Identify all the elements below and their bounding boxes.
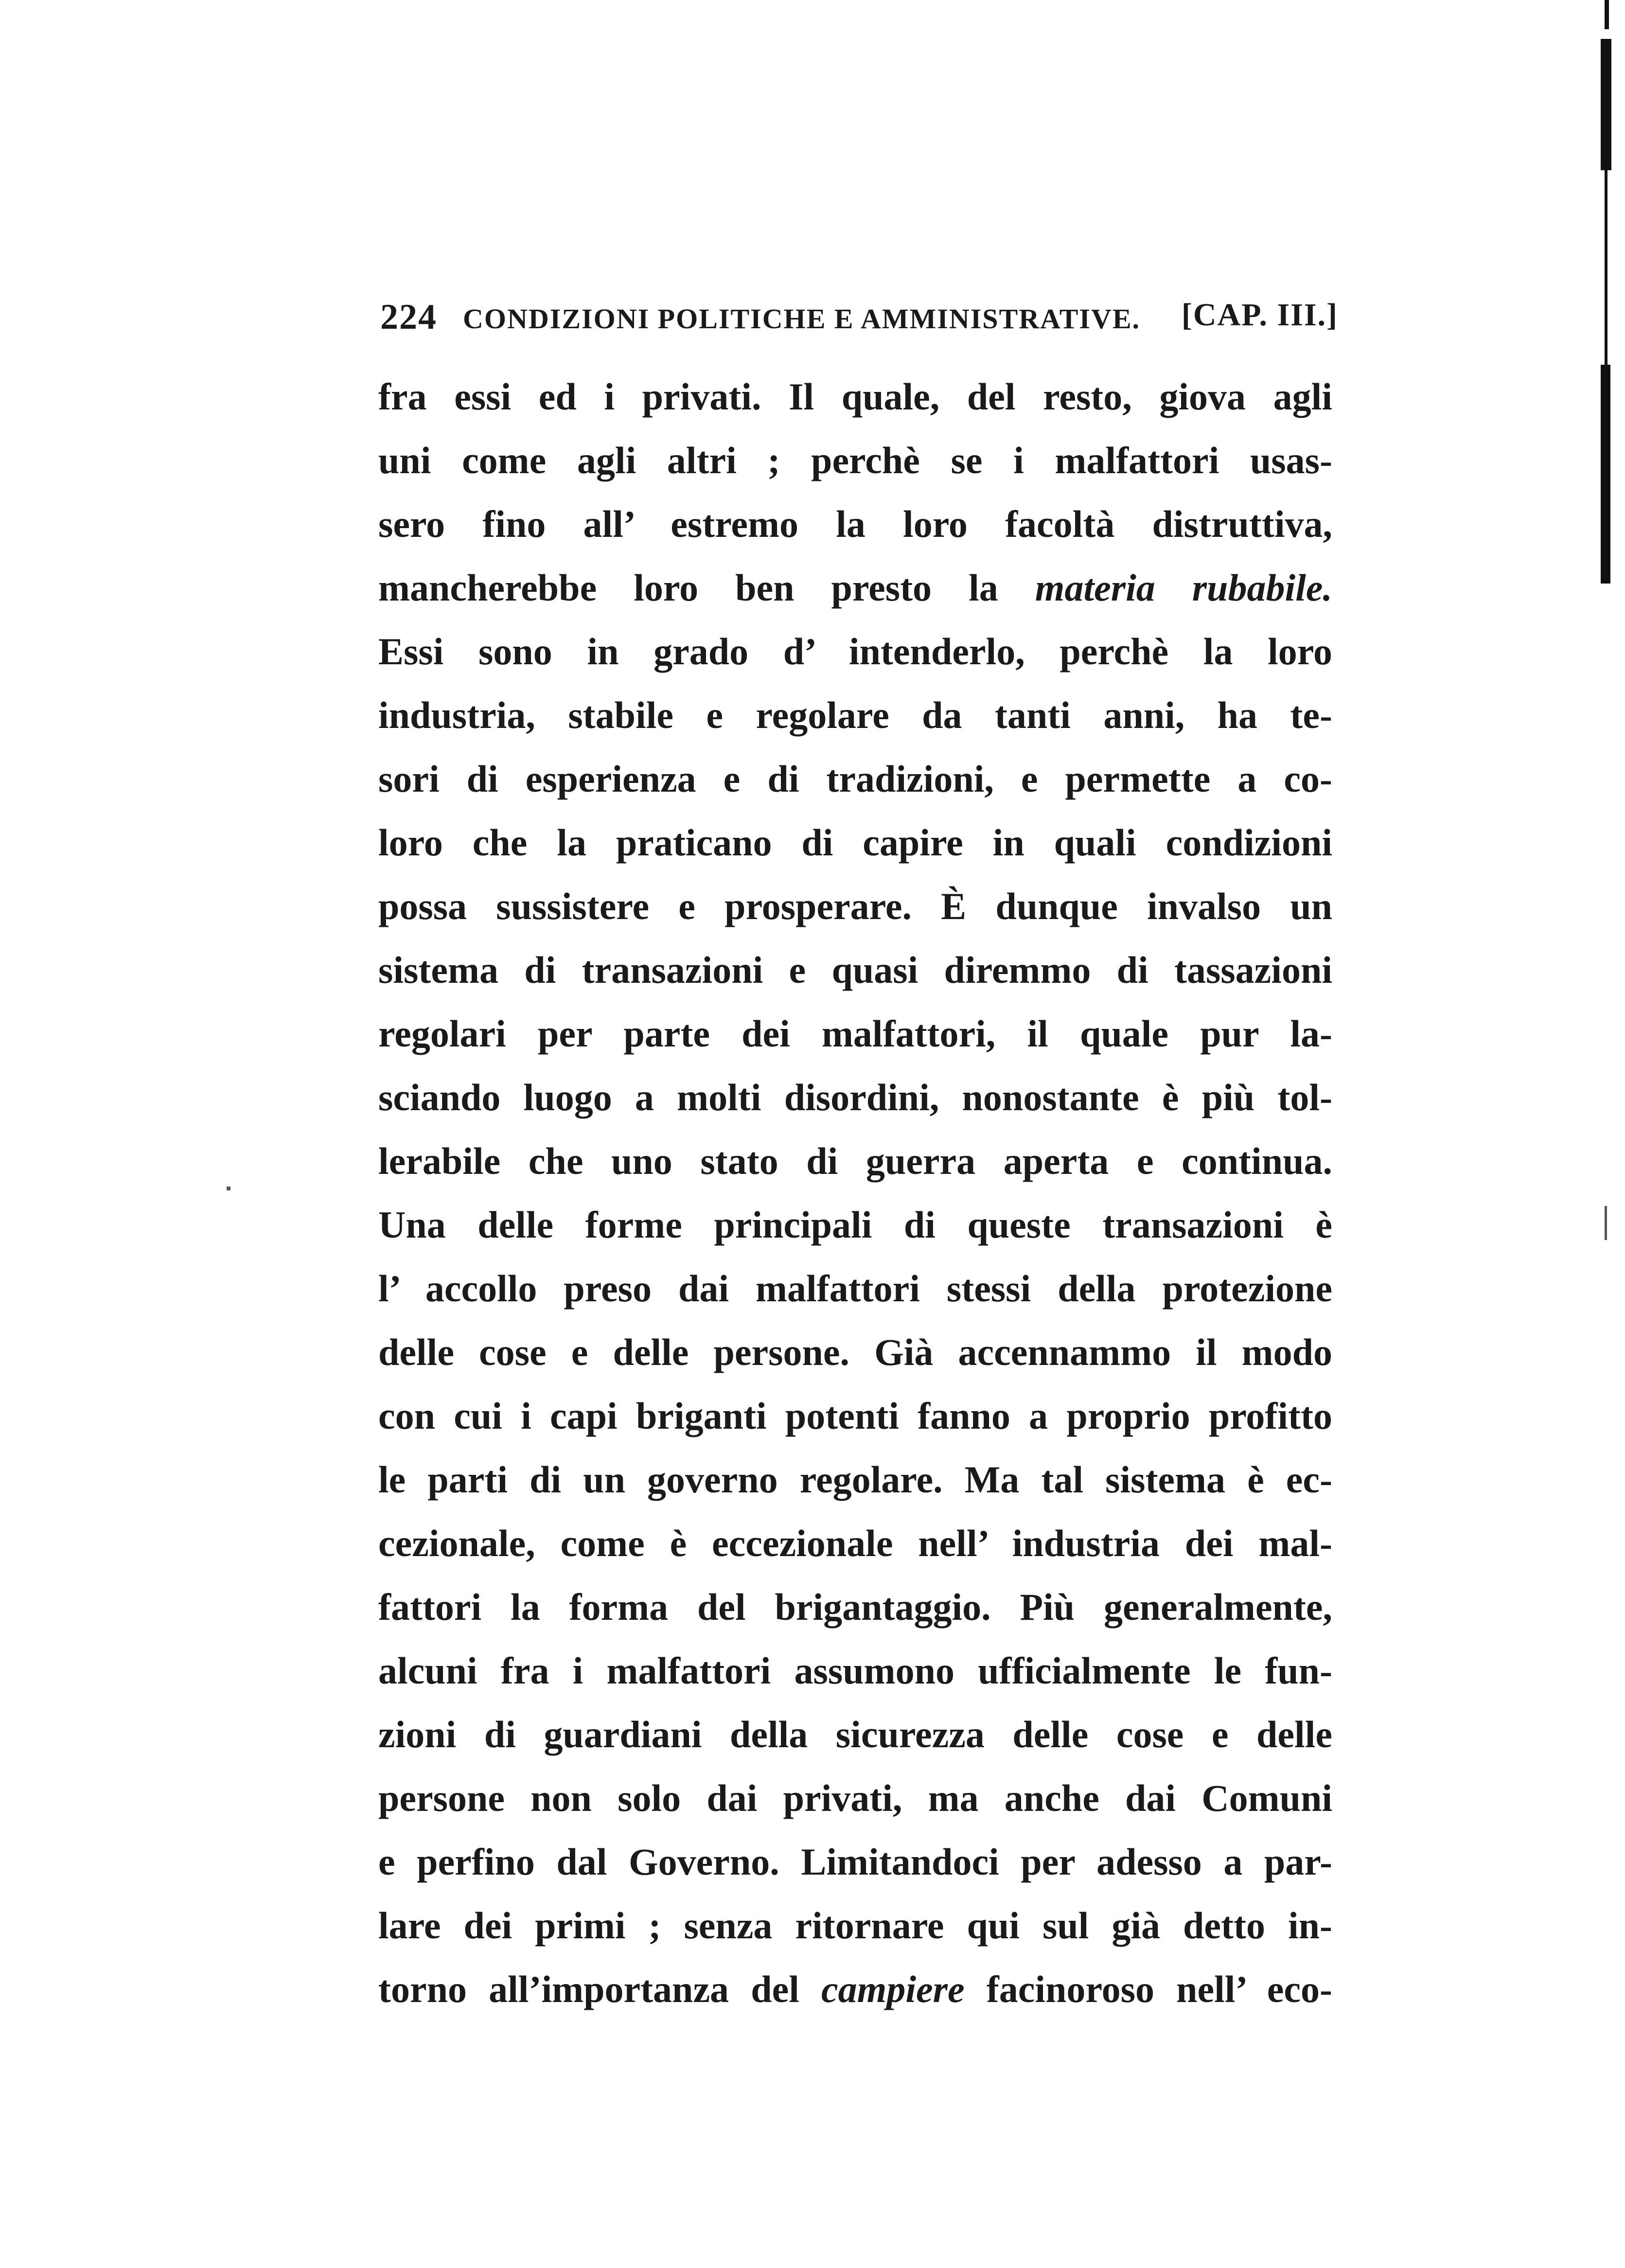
text-line: persone non solo dai privati, ma anche dai Comuni	[378, 1777, 1332, 1819]
text-line: possa sussistere e prosperare. È dunque invalso un	[378, 885, 1332, 927]
text-line: con cui i capi briganti potenti fanno a proprio profitto	[378, 1395, 1332, 1437]
text-line: sciando luogo a molti disordini, nonostante è più tol-	[378, 1076, 1332, 1118]
text-line: Essi sono in grado d’ intenderlo, perchè la loro	[378, 630, 1332, 673]
chapter-reference: [CAP. III.]	[1181, 297, 1338, 333]
text-line: regolari per parte dei malfattori, il quale pur la-	[378, 1012, 1332, 1055]
text-line: industria, stabile e regolare da tanti anni, ha te-	[378, 694, 1332, 736]
scan-edge-bar	[1601, 39, 1611, 170]
text-line: sori di esperienza e di tradizioni, e permette a co-	[378, 758, 1332, 800]
text-line	[378, 556, 1332, 620]
scan-edge-tick	[1605, 1206, 1607, 1240]
text-line: alcuni fra i malfattori assumono ufficialmente le fun-	[378, 1649, 1332, 1692]
italic-term: materia rubabile.	[1035, 567, 1333, 609]
text-line: zioni di guardiani della sicurezza delle cose e delle	[378, 1713, 1332, 1755]
text-line: cezionale, come è eccezionale nell’ industria dei mal-	[378, 1522, 1332, 1564]
text-line: Una delle forme principali di queste transazioni è	[378, 1204, 1332, 1246]
text-line: loro che la praticano di capire in quali condizioni	[378, 821, 1332, 864]
text-segment: torno all’importanza del	[378, 1968, 799, 2010]
scan-dot	[227, 1187, 230, 1190]
text-line	[378, 1957, 1332, 2021]
page-header	[380, 292, 1338, 350]
text-line: l’ accollo preso dai malfattori stessi della protezione	[378, 1267, 1332, 1310]
text-segment: mancherebbe loro ben presto la	[378, 567, 998, 609]
scan-edge-mark	[1605, 0, 1609, 29]
text-line: delle cose e delle persone. Già accennammo il modo	[378, 1331, 1332, 1373]
text-line: sistema di transazioni e quasi diremmo di tassazioni	[378, 949, 1332, 991]
body-text	[378, 365, 1332, 2021]
running-title: CONDIZIONI POLITICHE E AMMINISTRATIVE.	[463, 303, 1141, 335]
text-line: lerabile che uno stato di guerra aperta e continua.	[378, 1140, 1332, 1182]
text-line: uni come agli altri ; perchè se i malfattori usas-	[378, 439, 1332, 481]
text-segment: facinoroso nell’ eco-	[986, 1968, 1333, 2010]
text-line: fattori la forma del brigantaggio. Più generalmente,	[378, 1586, 1332, 1628]
scan-edge-bar-lower	[1601, 365, 1610, 584]
scan-edge-line	[1605, 170, 1607, 365]
text-line: e perfino dal Governo. Limitandoci per adesso a par-	[378, 1841, 1332, 1883]
text-line: fra essi ed i privati. Il quale, del resto, giova agli	[378, 375, 1332, 418]
text-line: le parti di un governo regolare. Ma tal sistema è ec-	[378, 1458, 1332, 1501]
italic-term: campiere	[821, 1968, 965, 2010]
page-number: 224	[380, 297, 437, 337]
text-line: lare dei primi ; senza ritornare qui sul già detto in-	[378, 1904, 1332, 1947]
text-line: sero fino all’ estremo la loro facoltà distruttiva,	[378, 503, 1332, 545]
